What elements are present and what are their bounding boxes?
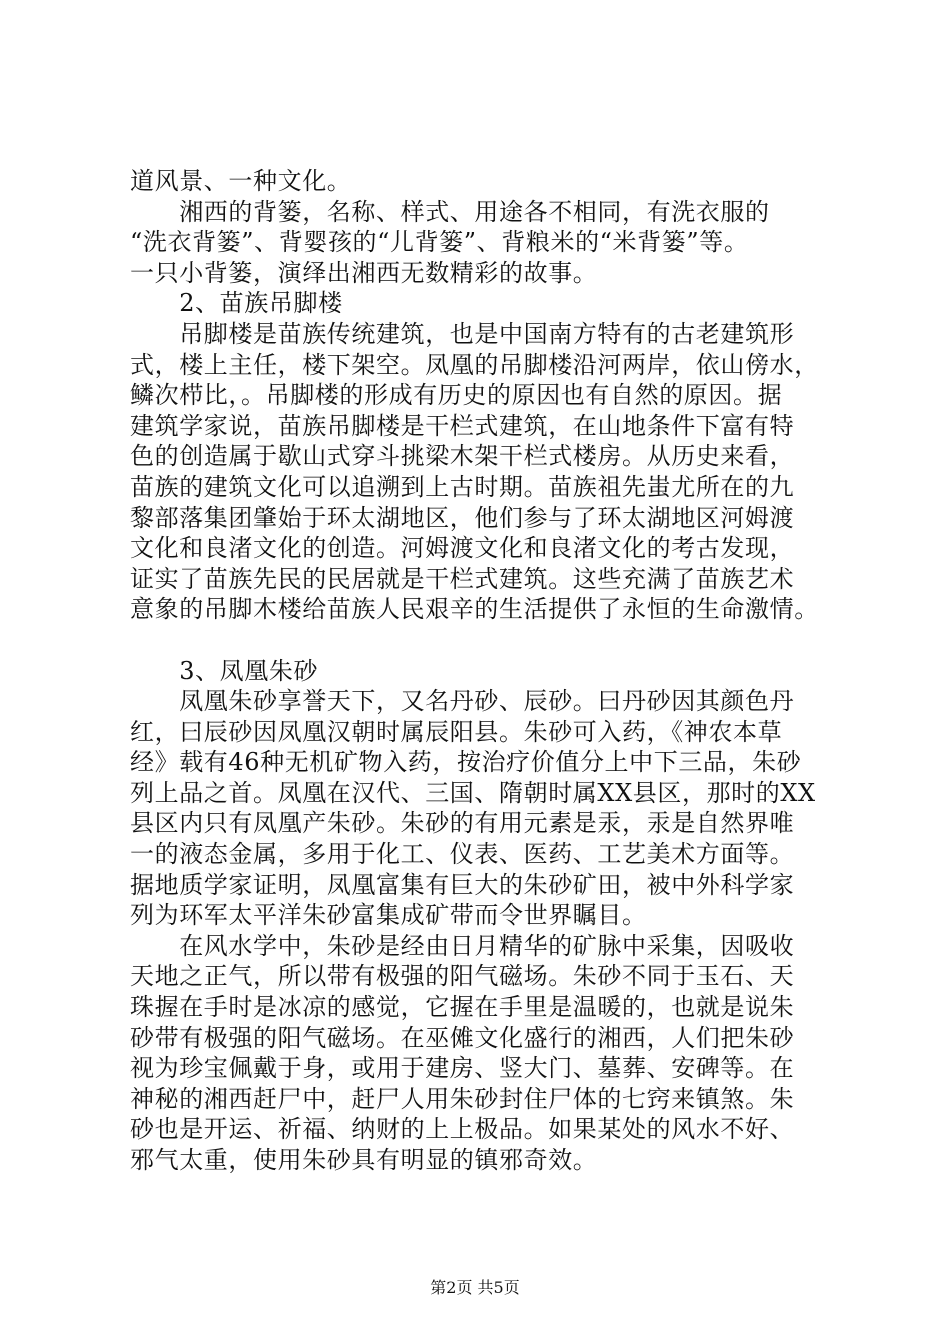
text-line: 珠握在手时是冰凉的感觉，它握在手里是温暖的，也就是说朱 xyxy=(130,993,795,1022)
text-line: 凤凰朱砂享誉天下，又名丹砂、辰砂。曰丹砂因其颜色丹 xyxy=(130,687,795,716)
text-line: 天地之正气，所以带有极强的阳气磁场。朱砂不同于玉石、天 xyxy=(130,962,795,991)
text-line: 列为环军太平洋朱砂富集成矿带而令世界瞩目。 xyxy=(130,901,647,930)
text-line: 湘西的背篓，名称、样式、用途各不相同，有洗衣服的 xyxy=(130,197,770,226)
text-line: 黎部落集团肇始于环太湖地区，他们参与了环太湖地区河姆渡 xyxy=(130,503,795,532)
body-text xyxy=(130,166,852,1176)
text-line: 苗族的建筑文化可以追溯到上古时期。苗族祖先蚩尤所在的九 xyxy=(130,472,795,501)
text-line: 邪气太重，使用朱砂具有明显的镇邪奇效。 xyxy=(130,1146,598,1174)
text-line: 经》载有46种无机矿物入药，按治疗价值分上中下三品，朱砂 xyxy=(130,748,802,777)
section-heading: 3、凤凰朱砂 xyxy=(130,656,319,685)
text-line: 证实了苗族先民的民居就是干栏式建筑。这些充满了苗族艺术 xyxy=(130,564,795,593)
text-line: 神秘的湘西赶尸中，赶尸人用朱砂封住尸体的七窍来镇煞。朱 xyxy=(130,1084,795,1113)
text-line: 建筑学家说，苗族吊脚楼是干栏式建筑，在山地条件下富有特 xyxy=(130,411,795,440)
blank-line xyxy=(130,625,852,656)
text-line: 据地质学家证明，凤凰富集有巨大的朱砂矿田，被中外科学家 xyxy=(130,870,795,899)
text-line: 列上品之首。凤凰在汉代、三国、隋朝时属XX县区，那时的XX xyxy=(130,778,816,807)
text-line: 文化和良渚文化的创造。河姆渡文化和良渚文化的考古发现， xyxy=(130,534,795,563)
text-line: 道风景、一种文化。 xyxy=(130,167,352,195)
text-line: 红，曰辰砂因凤凰汉朝时属辰阳县。朱砂可入药，《神农本草 xyxy=(130,717,783,746)
text-line: 式，楼上主任，楼下架空。凤凰的吊脚楼沿河两岸，依山傍水， xyxy=(130,350,819,379)
text-line: 吊脚楼是苗族传统建筑，也是中国南方特有的古老建筑形 xyxy=(130,319,795,348)
text-line: 砂也是开运、祈福、纳财的上上极品。如果某处的风水不好、 xyxy=(130,1115,795,1144)
text-line: 一的液态金属，多用于化工、仪表、医药、工艺美术方面等。 xyxy=(130,840,795,869)
text-line: 鳞次栉比，。吊脚楼的形成有历史的原因也有自然的原因。据 xyxy=(130,381,783,410)
text-line: 色的创造属于歇山式穿斗挑梁木架干栏式楼房。从历史来看， xyxy=(130,442,795,471)
text-line: 视为珍宝佩戴于身，或用于建房、竖大门、墓葬、安碑等。在 xyxy=(130,1054,795,1083)
text-line: 在风水学中，朱砂是经由日月精华的矿脉中采集，因吸收 xyxy=(130,931,795,960)
text-line: “洗衣背篓”、背婴孩的“儿背篓”、背粮米的“米背篓”等。 xyxy=(130,228,749,257)
text-line: 砂带有极强的阳气磁场。在巫傩文化盛行的湘西，人们把朱砂 xyxy=(130,1023,795,1052)
text-line: 县区内只有凤凰产朱砂。朱砂的有用元素是汞，汞是自然界唯 xyxy=(130,809,795,838)
section-heading: 2、苗族吊脚楼 xyxy=(130,289,343,318)
page-footer: 第2页 共5页 xyxy=(430,1278,520,1297)
text-line: 意象的吊脚木楼给苗族人民艰辛的生活提供了永恒的生命激情。 xyxy=(130,595,819,624)
text-line: 一只小背篓，演绎出湘西无数精彩的故事。 xyxy=(130,258,598,287)
